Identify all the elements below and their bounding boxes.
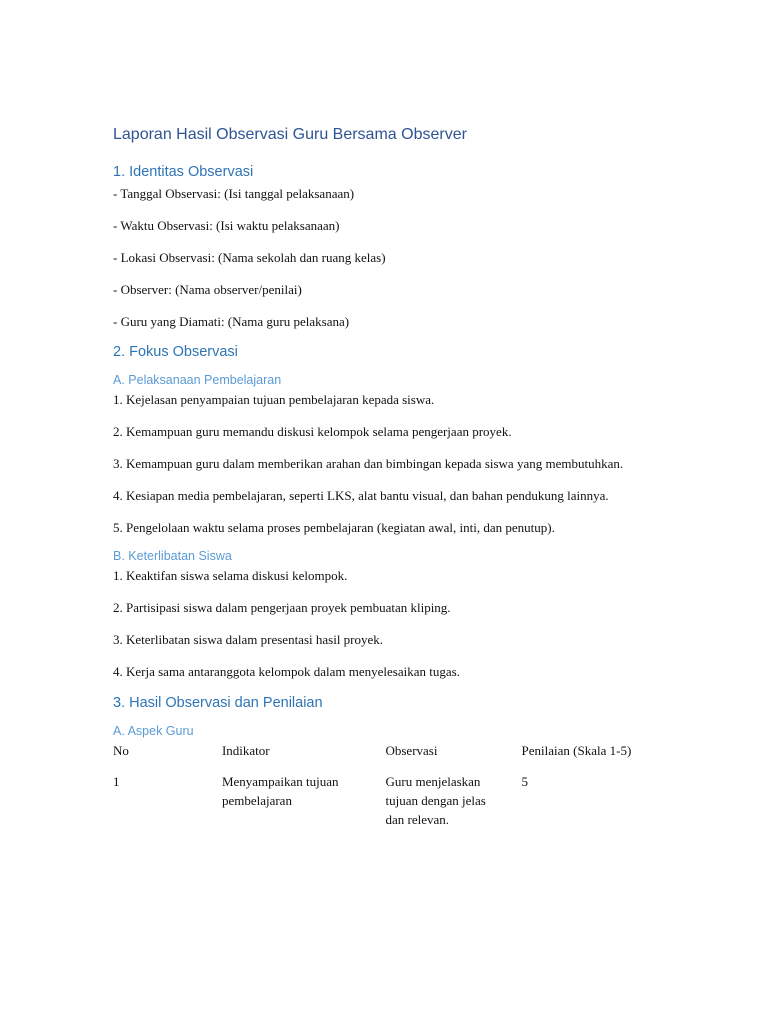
document-title: Laporan Hasil Observasi Guru Bersama Observer [113,126,467,143]
subsection-2b-heading: B. Keterlibatan Siswa [113,549,232,563]
table-cell: Guru menjelaskan tujuan dengan jelas dan relevan. [385,774,486,827]
list-item: 5. Pengelolaan waktu selama proses pembelajaran (kegiatan awal, inti, dan penutup). [113,520,555,535]
list-item: 3. Kemampuan guru dalam memberikan arahan dan bimbingan kepada siswa yang membutuhkan. [113,456,624,471]
list-item: 2. Kemampuan guru memandu diskusi kelompok selama pengerjaan proyek. [113,424,512,439]
identity-item: - Tanggal Observasi: (Isi tanggal pelaksanaan) [113,186,355,201]
identity-item: - Lokasi Observasi: (Nama sekolah dan ruang kelas) [113,250,386,265]
list-item: 1. Keaktifan siswa selama diskusi kelompok. [113,568,348,583]
list-item: 3. Keterlibatan siswa dalam presentasi hasil proyek. [113,632,384,647]
identity-item: - Waktu Observasi: (Isi waktu pelaksanaan) [113,218,340,233]
column-header: Penilaian (Skala 1-5) [521,743,632,758]
table-cell: 5 [521,774,529,789]
list-item: 1. Kejelasan penyampaian tujuan pembelajaran kepada siswa. [113,392,435,407]
assessment-table [113,741,638,841]
list-item: 4. Kerja sama antaranggota kelompok dalam menyelesaikan tugas. [113,664,460,679]
table-cell: Menyampaikan tujuan pembelajaran [221,774,339,808]
column-header: No [113,743,129,758]
column-header: Indikator [221,743,270,758]
identity-item: - Observer: (Nama observer/penilai) [113,282,302,297]
table-cell: 1 [113,774,120,789]
list-item: 4. Kesiapan media pembelajaran, seperti LKS, alat bantu visual, dan bahan pendukung lainnya. [113,488,609,503]
subsection-2a-heading: A. Pelaksanaan Pembelajaran [113,373,282,387]
column-header: Observasi [385,743,438,758]
section-2-heading: 2. Fokus Observasi [113,344,238,360]
table-header-row [113,741,638,772]
section-3-heading: 3. Hasil Observasi dan Penilaian [113,695,323,711]
identity-item: - Guru yang Diamati: (Nama guru pelaksana) [113,314,350,329]
list-item: 2. Partisipasi siswa dalam pengerjaan proyek pembuatan kliping. [113,600,451,615]
subsection-3a-heading: A. Aspek Guru [113,724,194,738]
section-1-heading: 1. Identitas Observasi [113,164,254,180]
table-row [113,772,638,841]
